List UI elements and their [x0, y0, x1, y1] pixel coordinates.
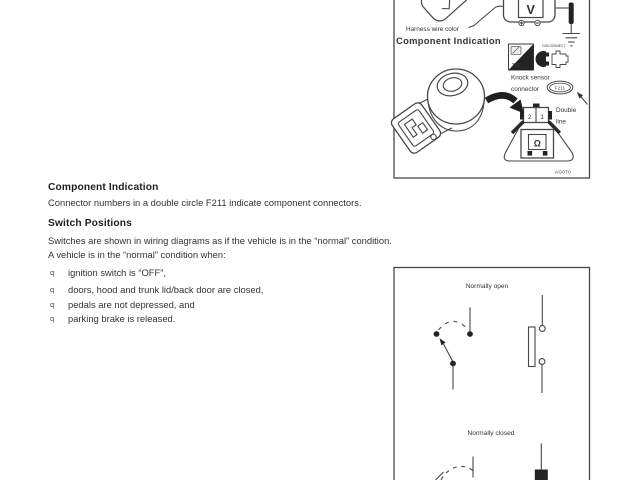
ohmmeter-omega-label: Ω [533, 138, 541, 149]
voltmeter-v-label: V [526, 3, 535, 17]
ts-tool-icon [509, 44, 534, 70]
minus-terminal-icon [535, 20, 540, 25]
disconnect-label: DISCONNECT [542, 44, 566, 48]
bullet-marker: q [50, 268, 55, 277]
knock-sensor-label-line1: Knock sensor [511, 74, 550, 82]
switch-positions-intro-1: Switches are shown in wiring diagrams as if the vehicle is in the “normal” condition. [48, 234, 392, 246]
double-line-label-1: Double [556, 107, 577, 114]
connector-number: F211 [554, 85, 566, 91]
switch-positions-intro-2: A vehicle is in the “normal” condition when: [48, 249, 226, 260]
bullet-text: parking brake is released. [68, 312, 176, 324]
component-indication-heading: Component Indication [48, 181, 159, 193]
figure-component-indication [389, 0, 589, 178]
figure-title: Component Indication [396, 35, 501, 46]
knock-sensor-label-line2: connector [511, 86, 540, 93]
bullet-marker: q [50, 285, 55, 294]
double-line-label-2: line [556, 118, 566, 126]
figure-switch-positions [394, 268, 590, 480]
ts-label: T.S. [512, 63, 522, 70]
bullet-text: doors, hood and trunk lid/back door are closed, [68, 283, 264, 295]
normally-closed-label: Normally closed [467, 430, 515, 437]
figure-code: AG070 [554, 169, 571, 175]
plus-terminal-icon [519, 20, 524, 25]
normally-open-label: Normally open [465, 283, 509, 290]
bullet-marker: q [50, 300, 55, 309]
pin-2-label: 2 [528, 114, 532, 121]
harness-wire-color-label: Harness wire color [406, 26, 459, 33]
connector-number-badge [547, 81, 573, 94]
ohmmeter-symbol [521, 130, 554, 159]
figure-border [394, 268, 590, 480]
bullet-text: pedals are not depressed, and [68, 298, 195, 310]
bullet-marker: q [50, 314, 55, 323]
bullet-text: ignition switch is “OFF”, [68, 266, 166, 278]
pin-1-label: 1 [540, 114, 544, 121]
switch-positions-heading: Switch Positions [48, 217, 132, 229]
component-indication-body: Connector numbers in a double circle F211 indicate component connectors. [48, 197, 362, 208]
